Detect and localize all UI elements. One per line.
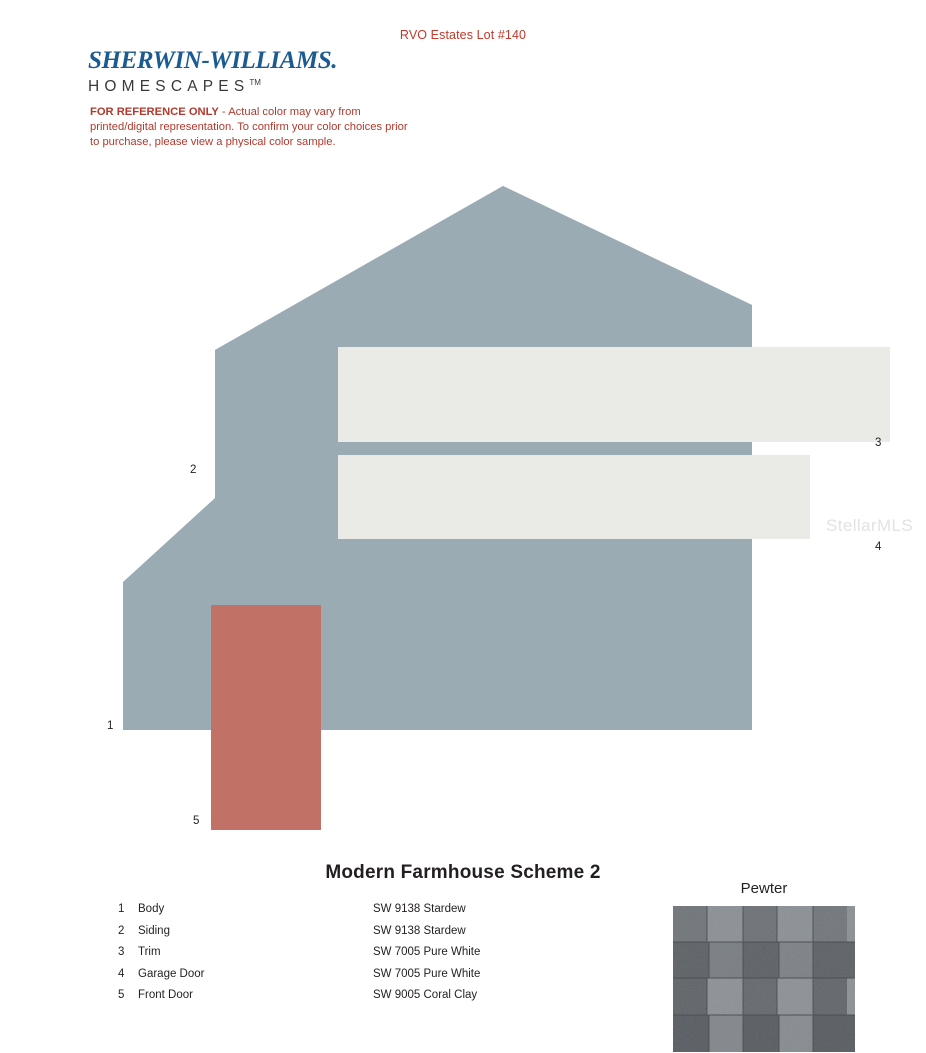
legend-label: Body xyxy=(138,903,165,915)
trim-band xyxy=(338,347,890,442)
disclaimer xyxy=(90,105,410,150)
legend-label: Trim xyxy=(138,946,161,958)
legend-color-name: SW 7005 Pure White xyxy=(373,967,481,980)
legend-color-name: SW 9138 Stardew xyxy=(373,924,466,937)
legend-number: 3 xyxy=(118,946,125,958)
legend-number: 1 xyxy=(118,903,125,915)
legend-number: 5 xyxy=(118,989,125,1001)
legend-number: 2 xyxy=(118,924,125,937)
front-door xyxy=(211,605,321,830)
disclaimer-lead: FOR REFERENCE ONLY xyxy=(90,106,219,118)
legend-color-name: SW 7005 Pure White xyxy=(373,946,481,958)
legend-row xyxy=(118,989,638,1011)
scheme-title: Modern Farmhouse Scheme 2 xyxy=(325,862,601,883)
callout-4-garage-door: 4 xyxy=(875,541,882,553)
legend-row xyxy=(118,925,638,947)
lot-title: RVO Estates Lot #140 xyxy=(399,28,527,42)
sherwin-williams-logo xyxy=(88,48,418,95)
house-illustration xyxy=(0,150,926,850)
callout-1-body: 1 xyxy=(107,720,114,732)
legend-row xyxy=(118,946,638,968)
legend-row xyxy=(118,903,638,925)
brand-name: SHERWIN-WILLIAMS. xyxy=(88,47,338,74)
watermark: StellarMLS xyxy=(826,516,914,535)
trademark-mark: TM xyxy=(249,78,261,87)
legend-label: Garage Door xyxy=(138,967,205,980)
disclaimer-body: - Actual color may vary from printed/digital representation. To confirm your color choices prior to purchase, please view a physical color sample. xyxy=(90,106,408,148)
legend-color-name: SW 9005 Coral Clay xyxy=(373,989,478,1001)
brand-subtitle-text: HOMESCAPES xyxy=(88,78,250,96)
callout-5-front-door: 5 xyxy=(193,815,200,827)
legend-color-name: SW 9138 Stardew xyxy=(373,903,466,915)
legend-number: 4 xyxy=(118,967,125,980)
callout-3-trim: 3 xyxy=(875,437,882,449)
shingle-swatch xyxy=(673,906,855,1052)
brand-subtitle xyxy=(88,79,418,95)
legend-label: Siding xyxy=(138,924,170,937)
garage-door-band xyxy=(338,455,810,539)
callout-2-siding: 2 xyxy=(190,464,197,476)
shingle-title: Pewter xyxy=(740,880,788,897)
legend-label: Front Door xyxy=(138,989,193,1001)
color-legend xyxy=(118,903,638,1011)
legend-row xyxy=(118,968,638,990)
